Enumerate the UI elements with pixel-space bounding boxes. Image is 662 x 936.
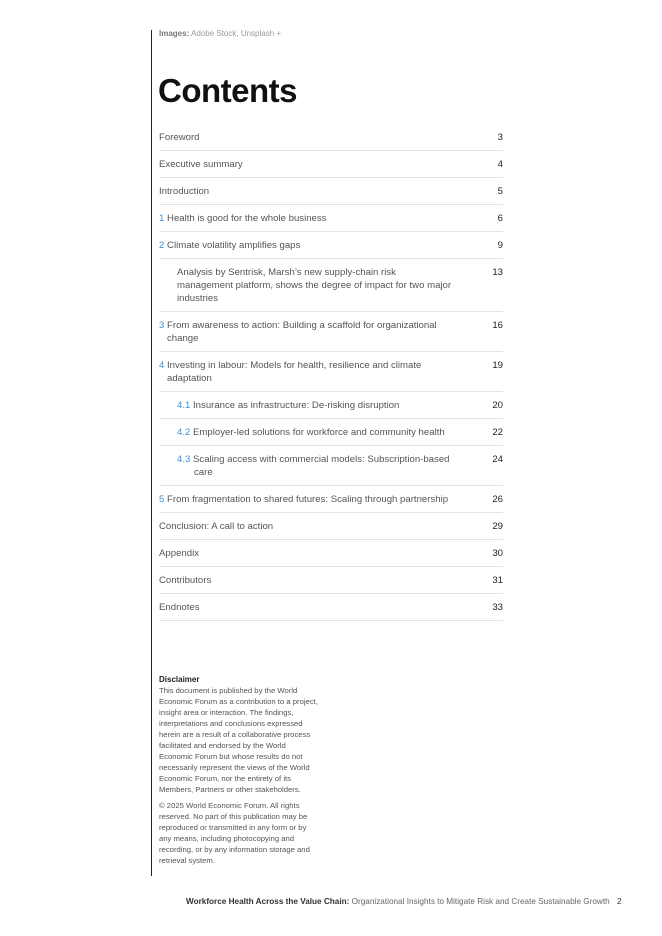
toc-entry-number: 3 <box>159 320 165 331</box>
toc-entry-title <box>177 426 503 439</box>
toc-entry-text: Contributors <box>159 575 212 586</box>
toc-entry-page: 22 <box>492 427 503 438</box>
toc-entry-text: Employer-led solutions for workforce and community health <box>193 427 445 438</box>
toc-entry-page: 5 <box>497 186 503 197</box>
credits-label: Images: <box>159 29 190 38</box>
toc-entry[interactable] <box>159 425 503 446</box>
toc-entry-number: 2 <box>159 240 165 251</box>
toc-entry-text: Appendix <box>159 548 200 559</box>
toc-entry-page: 4 <box>497 159 503 170</box>
toc-entry-page: 31 <box>492 575 503 586</box>
toc-entry-page: 19 <box>492 360 503 371</box>
toc-entry-title <box>159 158 503 171</box>
toc-entry[interactable] <box>159 238 503 259</box>
toc-entry-text: Conclusion: A call to action <box>159 521 274 532</box>
toc-entry-number: 4.1 <box>177 400 191 411</box>
disclaimer-body: This document is published by the World Economic Forum as a contribution to a project, insight area or interaction. The findings, interpretations and conclusions expressed herein are a result of a collaborative process facilitated and endorsed by the World Economic Forum but whose results do not necessarily represent the views of the World Economic Forum, nor the entirety of its Members, Partners or other stakeholders. <box>159 686 318 794</box>
toc-entry-page: 24 <box>492 454 503 465</box>
toc-entry-text: Foreword <box>159 132 200 143</box>
toc-entry-page: 9 <box>497 240 503 251</box>
disclaimer-heading: Disclaimer <box>159 675 200 684</box>
toc-entry-title <box>159 547 503 560</box>
toc-entry-title <box>159 601 503 614</box>
toc-entry-page: 3 <box>497 132 503 143</box>
page-number: 2 <box>617 897 622 906</box>
toc-entry[interactable] <box>159 398 503 419</box>
toc-entry-title <box>159 574 503 587</box>
toc-entry-title <box>159 520 503 533</box>
table-of-contents <box>159 130 503 627</box>
toc-entry-number: 4 <box>159 360 165 371</box>
toc-entry-text: Health is good for the whole business <box>167 213 327 224</box>
toc-entry[interactable] <box>159 130 503 151</box>
toc-entry[interactable] <box>159 573 503 594</box>
toc-entry-text: From fragmentation to shared futures: Scaling through partnership <box>167 494 449 505</box>
toc-entry-title <box>159 185 503 198</box>
toc-entry-text: Introduction <box>159 186 210 197</box>
toc-entry-page: 30 <box>492 548 503 559</box>
footer-subtitle: Organizational Insights to Mitigate Risk and Create Sustainable Growth <box>351 897 610 906</box>
copyright-notice: © 2025 World Economic Forum. All rights reserved. No part of this publication may be reproduced or transmitted in any form or by any means, including photocopying and recording, or by any information storage and retrieval system. <box>159 801 310 865</box>
toc-entry[interactable] <box>159 519 503 540</box>
toc-entry-text: Endnotes <box>159 602 200 613</box>
toc-entry[interactable] <box>159 211 503 232</box>
toc-entry-title <box>159 319 503 345</box>
toc-entry-title <box>177 266 503 305</box>
toc-entry-title <box>159 359 503 385</box>
toc-entry-title <box>159 493 503 506</box>
toc-entry-text: Insurance as infrastructure: De-risking disruption <box>193 400 400 411</box>
toc-entry-number: 4.3 <box>177 454 191 465</box>
toc-entry-page: 20 <box>492 400 503 411</box>
toc-entry-text: Scaling access with commercial models: Subscription-based care <box>193 454 450 478</box>
toc-entry-page: 33 <box>492 602 503 613</box>
toc-entry-number: 4.2 <box>177 427 191 438</box>
toc-entry-text: Analysis by Sentrisk, Marsh’s new supply-chain risk management platform, shows the degree of impact for two major industries <box>177 267 452 304</box>
margin-rule <box>151 30 152 876</box>
toc-entry[interactable] <box>159 184 503 205</box>
toc-entry-number: 1 <box>159 213 165 224</box>
toc-entry[interactable] <box>159 358 503 392</box>
toc-entry-title <box>177 453 503 479</box>
toc-entry-text: Climate volatility amplifies gaps <box>167 240 301 251</box>
page-title: Contents <box>158 72 297 109</box>
toc-entry[interactable] <box>159 452 503 486</box>
toc-entry[interactable] <box>159 600 503 621</box>
toc-entry-text: Investing in labour: Models for health, resilience and climate adaptation <box>167 360 422 384</box>
toc-entry-title <box>159 131 503 144</box>
toc-entry-title <box>159 212 503 225</box>
toc-entry-title <box>159 239 503 252</box>
toc-entry[interactable] <box>159 492 503 513</box>
footer-title: Workforce Health Across the Value Chain: <box>186 897 350 906</box>
credits-text: Adobe Stock, Unsplash + <box>191 29 282 38</box>
toc-entry-text: Executive summary <box>159 159 243 170</box>
toc-entry-page: 6 <box>497 213 503 224</box>
toc-entry[interactable] <box>159 546 503 567</box>
image-credits <box>159 29 281 38</box>
toc-entry[interactable] <box>159 318 503 352</box>
running-footer <box>186 897 610 906</box>
toc-entry-number: 5 <box>159 494 165 505</box>
toc-entry-text: From awareness to action: Building a scaffold for organizational change <box>167 320 437 344</box>
toc-entry[interactable] <box>159 157 503 178</box>
toc-entry-page: 13 <box>492 267 503 278</box>
toc-entry-page: 16 <box>492 320 503 331</box>
toc-entry-page: 26 <box>492 494 503 505</box>
toc-entry[interactable] <box>159 265 503 312</box>
toc-entry-page: 29 <box>492 521 503 532</box>
toc-entry-title <box>177 399 503 412</box>
disclaimer <box>159 674 319 871</box>
